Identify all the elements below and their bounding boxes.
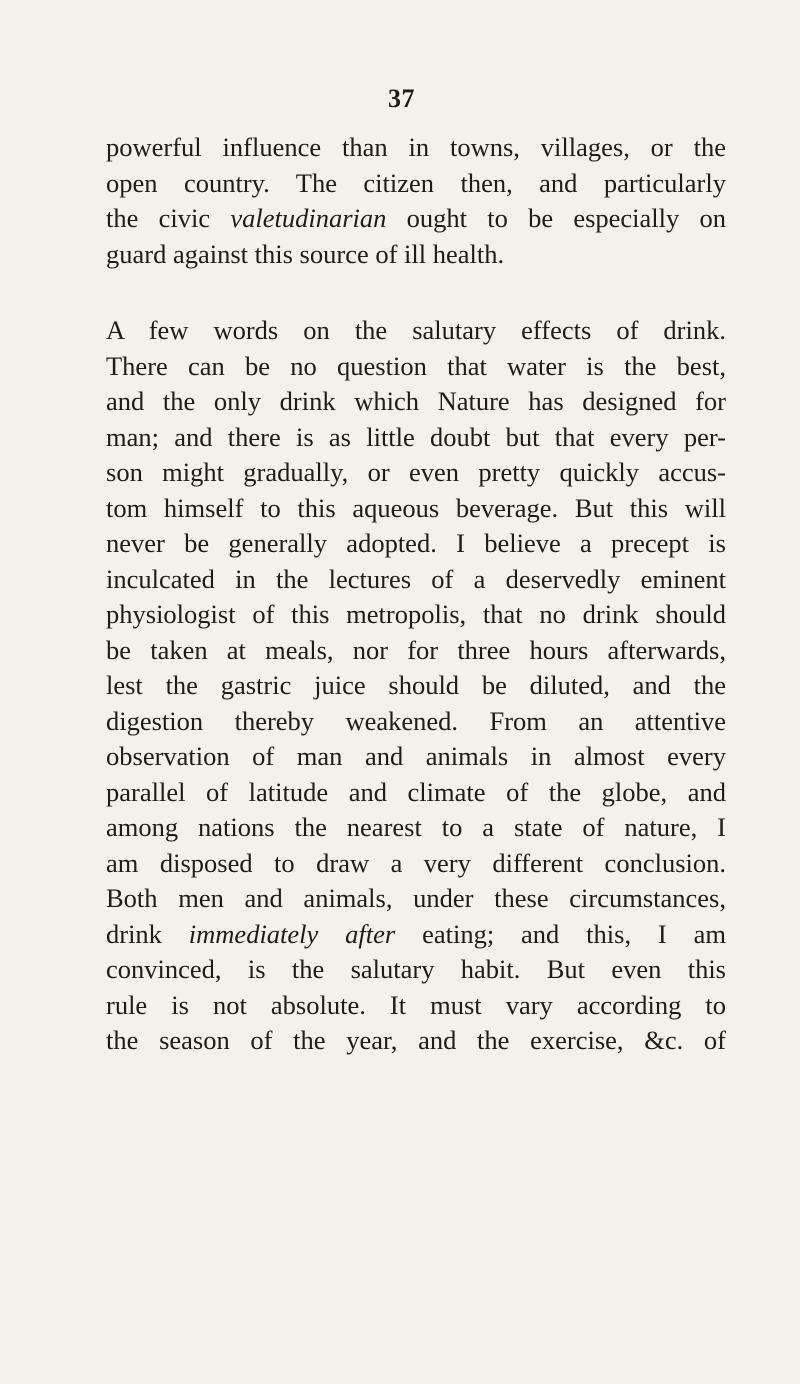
text-line: be taken at meals, nor for three hours afterwards, [106, 634, 726, 665]
text-line: physiologist of this metropolis, that no drink should [106, 599, 726, 629]
text-line: the season of the year, and the exercise, &c. of [106, 1025, 726, 1055]
text-line: son might gradually, or even pretty quickly accus- [106, 457, 726, 487]
text-line: tom himself to this aqueous beverage. But this will [106, 492, 726, 523]
text-line: inculcated in the lectures of a deservedly eminent [106, 563, 726, 594]
text-run: ought to be especially on [386, 203, 726, 233]
text-line: observation of man and animals in almost every [106, 741, 726, 771]
paragraph-2 [106, 313, 726, 1059]
text-line: rule is not absolute. It must vary according to [106, 989, 726, 1020]
text-line: among nations the nearest to a state of nature, I [106, 812, 726, 842]
italic-text: valetudinarian [230, 203, 387, 233]
text-line [106, 917, 726, 953]
text-line: A few words on the salutary effects of drink. [106, 315, 726, 345]
text-line: open country. The citizen then, and particularly [106, 167, 726, 198]
text-line: digestion thereby weakened. From an attentive [106, 705, 726, 736]
text-line: guard against this source of ill health. [106, 238, 505, 269]
text-run: eating; and this, I am [395, 918, 726, 949]
text-line: man; and there is as little doubt but that every per- [106, 421, 726, 452]
text-line: There can be no question that water is the best, [106, 350, 726, 381]
text-line: lest the gastric juice should be diluted, and the [106, 670, 726, 700]
paragraph-gap [106, 272, 726, 313]
text-run: drink [106, 918, 189, 949]
text-line [106, 201, 726, 237]
text-run: the civic [106, 203, 231, 233]
text-line: never be generally adopted. I believe a precept is [106, 528, 726, 558]
text-line: parallel of latitude and climate of the globe, and [106, 776, 726, 807]
text-line: powerful influence than in towns, villages, or the [106, 132, 726, 162]
page-number: 37 [388, 84, 415, 113]
text-line: and the only drink which Nature has designed for [106, 386, 726, 416]
page-body [106, 130, 726, 1059]
text-line: Both men and animals, under these circumstances, [106, 883, 726, 913]
text-line: am disposed to draw a very different conclusion. [106, 847, 726, 878]
text-line: convinced, is the salutary habit. But even this [106, 954, 726, 984]
italic-text: immediately after [188, 918, 396, 949]
paragraph-1 [106, 130, 726, 272]
